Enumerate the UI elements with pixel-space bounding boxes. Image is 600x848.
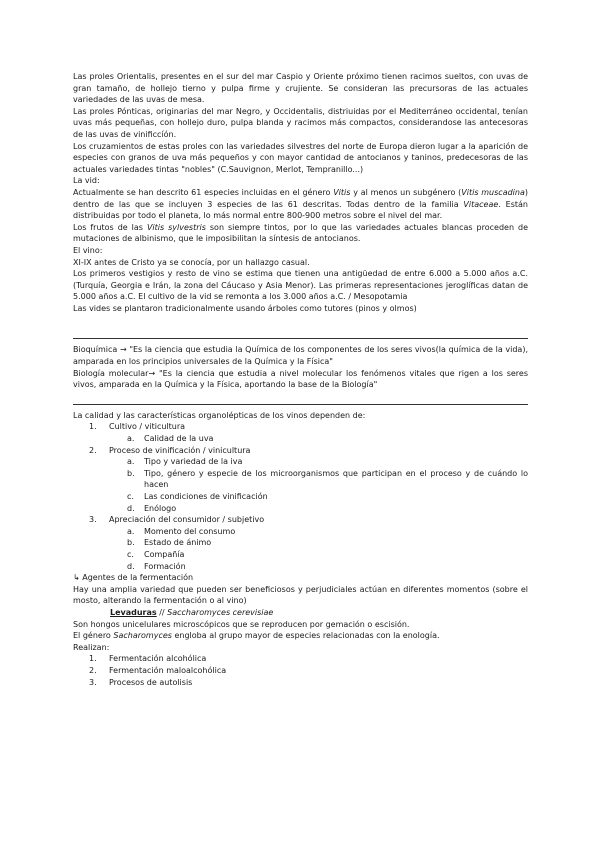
proceso-item [73,653,528,665]
list-item-label: Proceso de vinificación / vinicultura [109,445,251,455]
subitem-label: Las condiciones de vinificación [144,492,268,501]
paragraph-ponticas: Las proles Pónticas, originarias del mar Negro, y Occidentalis, distriuidas por el Mediterráneo occidental, tenían uvas más pequeñas, con hollejo duro, pulpa blanda y racimos más compactos, considerandose las antecesoras de las uvas de vinificcíón. [73,106,528,139]
calidad-subitem [73,537,528,549]
subitem-label: Estado de ánimo [144,538,212,548]
subitem-label: Formación [144,561,186,571]
agentes-heading: ↳ Agentes de la fermentación [73,573,194,583]
proceso-label: Fermentación alcohólica [109,654,207,664]
calidad-subitem [73,433,528,445]
heading-el-vino: El vino: [73,245,103,255]
agentes-section [73,572,528,688]
list-number: 2. [89,445,97,455]
subitem-label: Enólogo [144,503,177,513]
list-letter: c. [127,549,134,559]
calidad-item [73,514,528,526]
proceso-label: Procesos de autolisis [109,677,193,687]
definition-biologia-molecular: Biología molecular→ "Es la ciencia que estudia a nivel molecular los fenómenos vitales que rigen a los seres vivos, amparada en la Química y la Física, aportando la base de la Biología" [73,368,528,390]
subitem-label: Calidad de la uva [144,434,214,444]
definition-bioquimica: Bioquímica → "Es la ciencia que estudia la Química de los componentes de los seres vivos(la química de la vida), amparada en los principios universales de la Química y la Física" [73,345,528,367]
paragraph-vino-2: Los primeros vestigios y resto de vino se estima que tienen una antigüedad de entre 6.000 a 5.000 años a.C. (Turquía, Georgia e Irán, la zona del Cáucaso y Asia Menor). Las primeras representaciones jeroglíficas datan de 5.000 años a.C. El cultivo de la vid se remonta a los 3.000 años a.C. / Mesopotamia [73,269,528,302]
levaduras-heading: Levaduras // Saccharomyces cerevisiae [110,607,274,617]
levaduras-desc: Son hongos unicelulares microscópicos que se reproducen por gemación o escisión. [73,619,410,629]
proceso-item [73,677,528,689]
list-number: 3. [89,677,97,687]
calidad-item [73,421,528,433]
realizan-label: Realizan: [73,642,110,652]
definitions-section [73,344,528,390]
list-letter: d. [127,503,135,513]
list-letter: a. [127,526,135,536]
list-letter: a. [127,434,135,444]
intro-section [73,71,528,314]
subitem-label: Momento del consumo [144,526,236,536]
list-letter: d. [127,561,135,571]
subitem-label: Tipo, género y especie de los microorganismos que participan en el proceso y de cuándo lo hacen [144,468,528,490]
calidad-subitem [73,468,528,491]
paragraph-cruzamientos: Los cruzamientos de estas proles con las variedades silvestres del norte de Europa dieron lugar a la aparición de especies con granos de uva más pequeños y con mayor cantidad de antocianos y taninos, predecesoras de las actuales variedades tintas "nobles" (C.Sauvignon, Merlot, Tempranillo...) [73,141,528,174]
subitem-label: Tipo y variedad de la iva [144,457,243,467]
paragraph-vino-1: XI-IX antes de Cristo ya se conocía, por un hallazgo casual. [73,257,310,267]
paragraph-vino-3: Las vides se plantaron tradicionalmente usando árboles como tutores (pinos y olmos) [73,303,417,313]
calidad-intro: La calidad y las características organolépticas de los vinos dependen de: [73,410,366,420]
document-body [73,71,528,688]
calidad-subitem [73,561,528,573]
list-letter: b. [127,468,135,478]
list-letter: b. [127,538,135,548]
list-number: 3. [89,515,97,525]
subitem-label: Compañía [144,549,185,559]
list-letter: a. [127,457,135,467]
list-number: 2. [89,665,97,675]
agentes-paragraph: Hay una amplia variedad que pueden ser beneficiosos y perjudiciales actúan en diferentes momentos (sobre el mosto, alterando la fermentación o al vino) [73,584,528,606]
calidad-subitem [73,456,528,468]
list-number: 1. [89,654,97,664]
list-item-label: Apreciación del consumidor / subjetivo [109,515,265,525]
calidad-subitem [73,491,528,503]
proceso-label: Fermentación maloalcohólica [109,665,227,675]
calidad-list [73,421,528,572]
procesos-list [73,653,528,688]
paragraph-frutos: Los frutos de las Vitis sylvestris son siempre tintos, por lo que las variedades actuales blancas proceden de mutaciones de albinismo, que le imposibilitan la síntesis de antocianos. [73,222,528,244]
list-number: 1. [89,422,97,432]
proceso-item [73,665,528,677]
calidad-subitem [73,503,528,515]
genero-paragraph: El género Sacharomyces engloba al grupo mayor de especies relacionadas con la enología. [73,631,440,641]
calidad-subitem [73,549,528,561]
calidad-subitem [73,526,528,538]
calidad-item [73,445,528,457]
calidad-section [73,410,528,572]
paragraph-orientalis: Las proles Orientalis, presentes en el sur del mar Caspio y Oriente próximo tienen racimos sueltos, con uvas de gran tamaño, de hollejo tierno y pulpa firme y crujiente. Se consideran las precursoras de las actuales variedades de las uvas de mesa. [73,72,528,105]
heading-la-vid: La vid: [73,176,100,186]
paragraph-vid: Actualmente se han descrito 61 especies incluidas en el género Vitis y al menos un subgénero (Vitis muscadina) dentro de las que se incluyen 3 especies de las 61 descritas. Todas dentro de la familia Vitaceae. Están distribuidas por todo el planeta, lo más normal entre 800-900 metros sobre el nivel del mar. [73,187,529,221]
list-letter: c. [127,492,134,501]
list-item-label: Cultivo / viticultura [109,422,186,432]
